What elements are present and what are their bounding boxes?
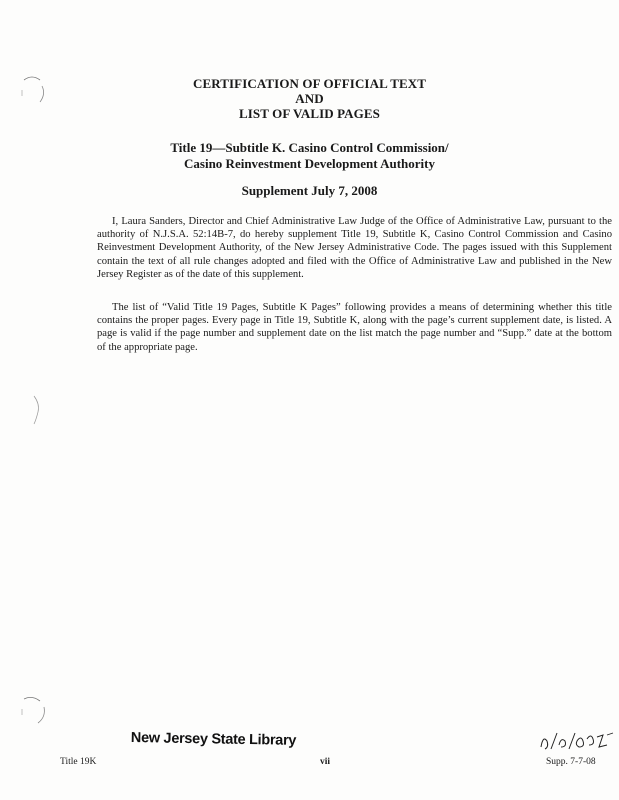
supplement-heading: Supplement July 7, 2008 — [241, 183, 378, 198]
punch-hole-middle — [30, 392, 44, 428]
footer-page-number: vii — [320, 757, 331, 767]
punch-hole-bottom — [16, 693, 50, 729]
library-stamp: New Jersey State Library — [130, 730, 297, 749]
title-line-2: Casino Reinvestment Development Authority — [184, 156, 435, 171]
title-line-1: Title 19—Subtitle K. Casino Control Commission/ — [170, 140, 449, 155]
footer-title: Title 19K — [60, 757, 97, 767]
body-paragraph-2 — [97, 301, 612, 354]
certification-line-3: LIST OF VALID PAGES — [239, 106, 380, 121]
body-paragraph-1 — [97, 215, 612, 281]
paragraph-text: The list of “Valid Title 19 Pages, Subtitle K Pages” following provides a means of determining whether this title contains the proper pages. Every page in Title 19, Subtitle K, along with the page’s current supplement date, is listed. A page is valid if the page number and supplement date on the list match the page number and “Supp.” date at the bottom of the appropriate page. — [97, 302, 612, 353]
paragraph-text: I, Laura Sanders, Director and Chief Administrative Law Judge of the Office of Administrative Law, pursuant to the authority of N.J.S.A. 52:14B-7, do hereby supplement Title 19, Subtitle K, Casino Control Commission and Casino Reinvestment Development Authority, of the New Jersey Administrative Code. The pages issued with this Supplement contain the text of all rule changes adopted and filed with the Office of Administrative Law and published in the New Jersey Register as of the date of this supplement. — [97, 216, 612, 280]
certification-line-1: CERTIFICATION OF OFFICIAL TEXT — [192, 76, 427, 91]
handwritten-date-mark — [537, 727, 617, 755]
title-heading — [0, 140, 619, 172]
footer-supplement-date: Supp. 7-7-08 — [546, 757, 596, 767]
certification-line-2: AND — [295, 91, 324, 106]
certification-heading — [0, 76, 619, 121]
